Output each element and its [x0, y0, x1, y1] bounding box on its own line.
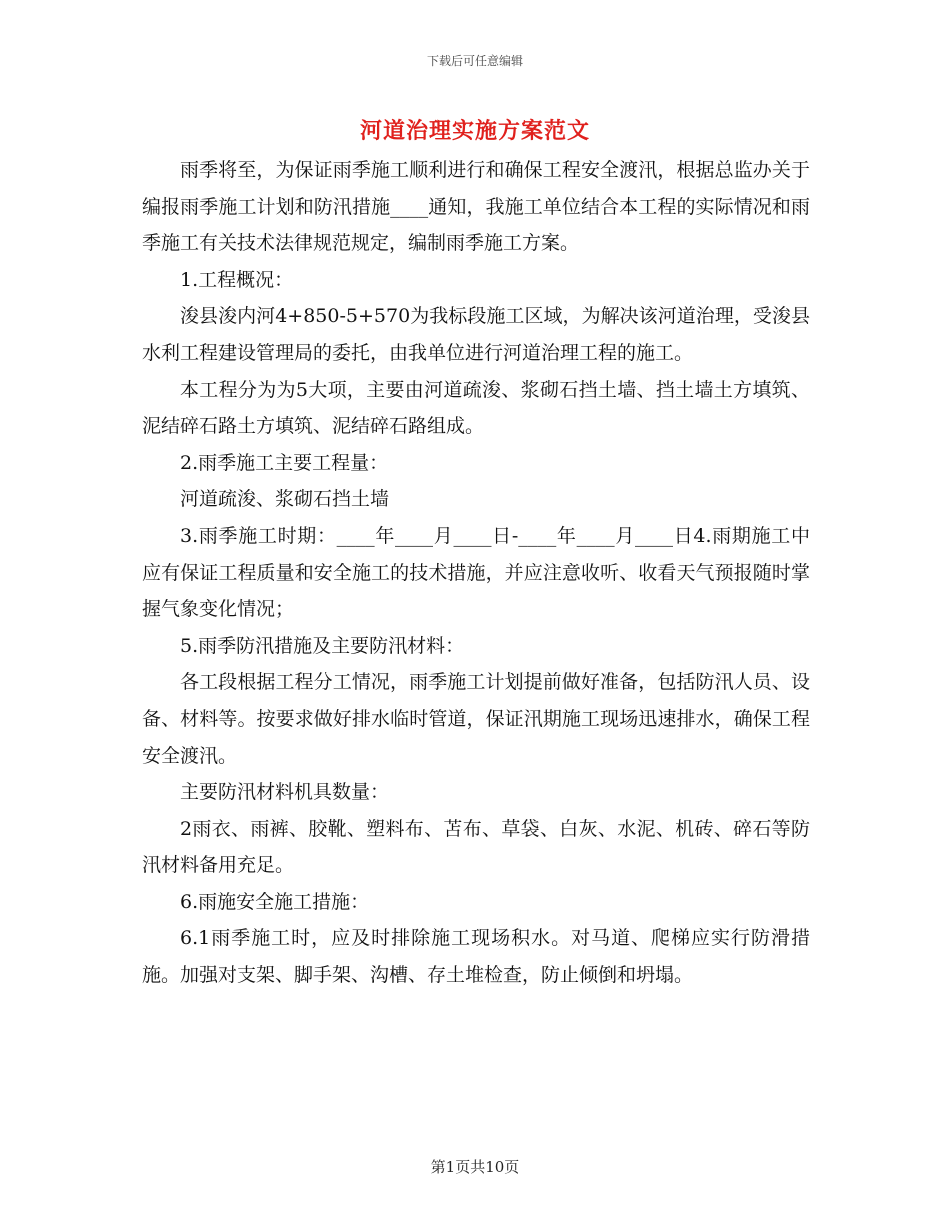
document-body — [142, 152, 810, 994]
page-number: 第1页共10页 — [430, 1158, 520, 1176]
page-header-note: 下载后可任意编辑 — [426, 54, 523, 68]
paragraph: 雨季将至，为保证雨季施工顺利进行和确保工程安全渡汛，根据总监办关于编报雨季施工计划和防汛措施____通知，我施工单位结合本工程的实际情况和雨季施工有关技术法律规范规定，编制雨季施工方案。 — [142, 159, 810, 255]
paragraph: 各工段根据工程分工情况，雨季施工计划提前做好准备，包括防汛人员、设备、材料等。按要求做好排水临时管道，保证汛期施工现场迅速排水，确保工程安全渡汛。 — [142, 671, 810, 767]
section-heading: 5.雨季防汛措施及主要防汛材料： — [180, 634, 465, 657]
section-heading: 1.工程概况： — [180, 268, 294, 291]
paragraph: 2雨衣、雨裤、胶靴、塑料布、苫布、草袋、白灰、水泥、机砖、碎石等防汛材料备用充足。 — [142, 817, 810, 877]
paragraph: 6.1雨季施工时，应及时排除施工现场积水。对马道、爬梯应实行防滑措施。加强对支架、脚手架、沟槽、存土堆检查，防止倾倒和坍塌。 — [142, 927, 810, 987]
section-heading: 6.雨施安全施工措施： — [180, 890, 370, 913]
paragraph: 本工程分为为5大项，主要由河道疏浚、浆砌石挡土墙、挡土墙土方填筑、泥结碎石路土方填筑、泥结碎石路组成。 — [142, 378, 810, 438]
paragraph: 河道疏浚、浆砌石挡土墙 — [180, 488, 390, 511]
paragraph: 浚县浚内河4+850-5+570为我标段施工区域，为解决该河道治理，受浚县水利工程建设管理局的委托，由我单位进行河道治理工程的施工。 — [142, 305, 810, 364]
paragraph: 主要防汛材料机具数量： — [180, 781, 390, 804]
document-title: 河道治理实施方案范文 — [359, 118, 590, 144]
paragraph: 3.雨季施工时期：____年____月____日-____年____月____日4.雨期施工中应有保证工程质量和安全施工的技术措施，并应注意收听、收看天气预报随时掌握气象变化情况； — [142, 524, 810, 621]
section-heading: 2.雨季施工主要工程量： — [180, 451, 389, 474]
